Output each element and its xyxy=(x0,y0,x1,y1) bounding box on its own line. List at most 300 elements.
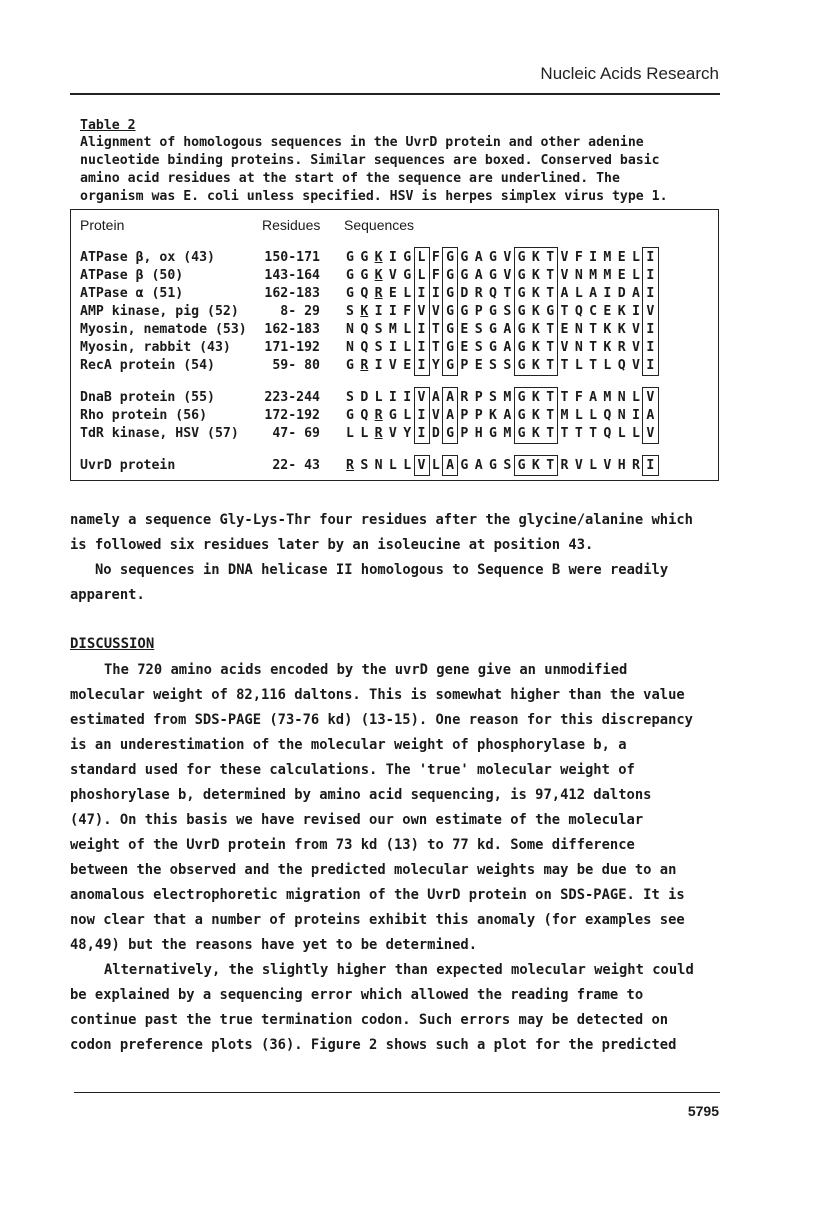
residue: T xyxy=(546,358,555,373)
residue: S xyxy=(503,458,512,473)
footer-rule xyxy=(74,1092,720,1093)
similarity-box xyxy=(442,455,458,476)
text-line: No sequences in DNA helicase II homologous to Sequence B were readily xyxy=(95,562,669,578)
residue: L xyxy=(603,358,612,373)
residue: S xyxy=(474,322,483,337)
residue: K xyxy=(531,304,540,319)
residue: G xyxy=(346,408,354,423)
text-line: (47). On this basis we have revised our own estimate of the molecular xyxy=(70,812,644,828)
residue: V xyxy=(388,426,397,441)
residue: G xyxy=(403,250,412,265)
residue: M xyxy=(388,322,397,337)
residue: T xyxy=(503,286,512,301)
residue: L xyxy=(431,458,440,473)
residue: P xyxy=(460,426,469,441)
residue: V xyxy=(388,358,397,373)
text-line: apparent. xyxy=(70,587,145,603)
residue: N xyxy=(617,408,626,423)
residue: V xyxy=(574,458,583,473)
residue: T xyxy=(546,286,555,301)
text-line: weight of the UvrD protein from 73 kd (13) to 77 kd. Some difference xyxy=(70,837,635,853)
residue: A xyxy=(431,390,440,405)
residue: A xyxy=(474,458,483,473)
residue: N xyxy=(374,458,383,473)
residue: K xyxy=(360,304,369,319)
similarity-box xyxy=(642,455,658,476)
residue: Q xyxy=(603,426,612,441)
residue: L xyxy=(589,408,598,423)
residue: G xyxy=(346,268,354,283)
residue: K xyxy=(603,322,612,337)
residue: P xyxy=(460,358,469,373)
similarity-box xyxy=(514,247,559,376)
residue: G xyxy=(489,250,497,265)
residue: S xyxy=(346,390,354,405)
residue: G xyxy=(446,426,455,441)
residue: T xyxy=(546,426,555,441)
residue: G xyxy=(489,426,497,441)
similarity-box xyxy=(442,247,458,376)
residue: E xyxy=(403,358,412,373)
residue: G xyxy=(546,304,555,319)
residue: K xyxy=(531,426,540,441)
residue: L xyxy=(417,250,426,265)
residue: L xyxy=(632,426,640,441)
residue: I xyxy=(403,390,412,405)
residue: T xyxy=(560,358,569,373)
residue: L xyxy=(417,268,426,283)
residue: V xyxy=(503,268,512,283)
row-residues: 172-192 xyxy=(264,408,320,423)
residue: R xyxy=(374,426,383,441)
residue: G xyxy=(517,426,526,441)
residue: V xyxy=(560,340,569,355)
residue: S xyxy=(489,390,497,405)
residue: T xyxy=(546,268,555,283)
residue: D xyxy=(360,390,369,405)
residue: R xyxy=(632,458,640,473)
residue: V xyxy=(603,458,612,473)
journal-name: Nucleic Acids Research xyxy=(540,64,719,83)
residue: G xyxy=(517,340,526,355)
row-residues: 150-171 xyxy=(264,250,320,265)
text-line: is followed six residues later by an isoleucine at position 43. xyxy=(70,537,594,553)
residue: A xyxy=(503,322,512,337)
residue: K xyxy=(374,268,383,283)
residue: E xyxy=(474,358,483,373)
residue: M xyxy=(589,268,598,283)
residue: A xyxy=(503,408,512,423)
residue: I xyxy=(646,322,655,337)
residue: A xyxy=(632,286,640,301)
col-header-sequences: Sequences xyxy=(344,217,415,233)
residue: S xyxy=(489,358,497,373)
residue: I xyxy=(374,304,383,319)
residue: P xyxy=(474,408,483,423)
residue: L xyxy=(403,340,412,355)
residue: V xyxy=(417,390,426,405)
residue: T xyxy=(560,426,569,441)
residue: I xyxy=(417,426,426,441)
residue: N xyxy=(346,322,354,337)
residue: T xyxy=(546,408,555,423)
residue: H xyxy=(617,458,626,473)
residue: G xyxy=(446,358,455,373)
residue: Q xyxy=(617,358,626,373)
row-protein: Rho protein (56) xyxy=(80,408,208,423)
similarity-box xyxy=(442,387,458,444)
residue: G xyxy=(489,340,497,355)
residue: M xyxy=(603,268,612,283)
similarity-box xyxy=(414,455,430,476)
residue: A xyxy=(446,458,455,473)
residue: N xyxy=(574,268,583,283)
row-protein: Myosin, nematode (53) xyxy=(80,322,247,337)
row-residues: 162-183 xyxy=(264,286,320,301)
residue: G xyxy=(346,358,354,373)
row-protein: RecA protein (54) xyxy=(80,358,215,373)
residue: L xyxy=(589,458,598,473)
residue: T xyxy=(589,340,598,355)
text-line: molecular weight of 82,116 daltons. This is somewhat higher than the value xyxy=(70,687,685,703)
text-line: codon preference plots (36). Figure 2 shows such a plot for the predicted xyxy=(70,1037,677,1053)
residue: R xyxy=(474,286,483,301)
residue: V xyxy=(388,268,397,283)
residue: G xyxy=(517,322,526,337)
residue: G xyxy=(460,268,469,283)
residue: K xyxy=(603,340,612,355)
residue: I xyxy=(388,304,397,319)
residue: K xyxy=(531,322,540,337)
residue: I xyxy=(417,322,426,337)
residue: F xyxy=(574,390,583,405)
residue: F xyxy=(431,268,440,283)
residue: G xyxy=(446,250,455,265)
residue: I xyxy=(646,268,655,283)
residue: T xyxy=(560,304,569,319)
row-protein: AMP kinase, pig (52) xyxy=(80,304,239,319)
residue: I xyxy=(646,458,655,473)
residue: Q xyxy=(360,286,369,301)
residue: V xyxy=(431,408,440,423)
text-line: now clear that a number of proteins exhibit this anomaly (for examples see xyxy=(70,912,685,928)
similarity-box xyxy=(642,387,658,444)
residue: A xyxy=(446,390,455,405)
residue: K xyxy=(489,408,497,423)
text-line: Alternatively, the slightly higher than expected molecular weight could xyxy=(104,962,694,978)
residue: C xyxy=(589,304,598,319)
residue: T xyxy=(546,250,555,265)
residue: K xyxy=(531,340,540,355)
row-residues: 162-183 xyxy=(264,322,320,337)
text-line: be explained by a sequencing error which allowed the reading frame to xyxy=(70,987,644,1003)
residue: L xyxy=(574,358,583,373)
row-residues: 22- 43 xyxy=(272,458,320,473)
residue: E xyxy=(560,322,569,337)
residue: I xyxy=(431,286,440,301)
row-residues: 47- 69 xyxy=(272,426,320,441)
residue: L xyxy=(617,426,626,441)
residue: G xyxy=(517,408,526,423)
residue: G xyxy=(403,268,412,283)
residue: V xyxy=(646,426,655,441)
residue: A xyxy=(646,408,655,423)
residue: G xyxy=(360,268,369,283)
residue: Q xyxy=(360,408,369,423)
residue: V xyxy=(503,250,512,265)
residue: T xyxy=(546,458,555,473)
caption-line: organism was E. coli unless specified. HSV is herpes simplex virus type 1. xyxy=(80,189,668,204)
text-line: estimated from SDS-PAGE (73-76 kd) (13-15). One reason for this discrepancy xyxy=(70,712,693,728)
residue: L xyxy=(574,408,583,423)
similarity-box xyxy=(642,247,658,376)
residue: N xyxy=(346,340,354,355)
residue: L xyxy=(403,408,412,423)
row-protein: ATPase α (51) xyxy=(80,286,184,301)
residue: T xyxy=(546,340,555,355)
residue: V xyxy=(632,322,640,337)
residue: G xyxy=(517,268,526,283)
residue: R xyxy=(617,340,626,355)
row-protein: Myosin, rabbit (43) xyxy=(80,340,231,355)
residue: I xyxy=(374,358,383,373)
residue: V xyxy=(417,458,426,473)
text-line: phoshorylase b, determined by amino acid sequencing, is 97,412 daltons xyxy=(70,787,652,803)
residue: A xyxy=(446,408,455,423)
residue: I xyxy=(646,250,655,265)
residue: V xyxy=(646,390,655,405)
row-protein: DnaB protein (55) xyxy=(80,390,215,405)
residue: K xyxy=(531,286,540,301)
residue: H xyxy=(474,426,483,441)
residue: K xyxy=(531,458,540,473)
residue: G xyxy=(388,408,397,423)
row-residues: 171-192 xyxy=(264,340,320,355)
residue: S xyxy=(503,304,512,319)
row-protein: TdR kinase, HSV (57) xyxy=(80,426,239,441)
caption-line: nucleotide binding proteins. Similar sequences are boxed. Conserved basic xyxy=(80,153,660,168)
residue: D xyxy=(431,426,440,441)
residue: G xyxy=(517,358,526,373)
residue: M xyxy=(503,390,512,405)
residue: G xyxy=(489,268,497,283)
residue: R xyxy=(346,458,354,473)
residue: S xyxy=(374,322,383,337)
residue: A xyxy=(560,286,569,301)
residue: A xyxy=(503,340,512,355)
residue: R xyxy=(360,358,369,373)
text-line: anomalous electrophoretic migration of the UvrD protein on SDS-PAGE. It is xyxy=(70,887,685,903)
residue: F xyxy=(574,250,583,265)
residue: E xyxy=(460,340,469,355)
residue: R xyxy=(560,458,569,473)
residue: T xyxy=(589,322,598,337)
residue: G xyxy=(446,286,455,301)
residue: Q xyxy=(603,408,612,423)
residue: E xyxy=(603,304,612,319)
residue: G xyxy=(460,458,469,473)
col-header-protein: Protein xyxy=(80,217,125,233)
residue: E xyxy=(617,250,626,265)
residue: I xyxy=(646,286,655,301)
row-residues: 223-244 xyxy=(264,390,320,405)
residue: G xyxy=(446,322,455,337)
residue: P xyxy=(474,390,483,405)
row-residues: 143-164 xyxy=(264,268,320,283)
text-line: The 720 amino acids encoded by the uvrD gene give an unmodified xyxy=(104,662,628,678)
similarity-box xyxy=(514,387,559,444)
residue: K xyxy=(617,322,626,337)
residue: G xyxy=(489,322,497,337)
residue: Y xyxy=(403,426,412,441)
residue: F xyxy=(403,304,412,319)
residue: T xyxy=(574,426,583,441)
residue: K xyxy=(531,408,540,423)
residue: L xyxy=(574,286,583,301)
residue: S xyxy=(346,304,354,319)
residue: Q xyxy=(489,286,497,301)
residue: G xyxy=(460,250,469,265)
text-line: standard used for these calculations. The 'true' molecular weight of xyxy=(70,762,635,778)
residue: G xyxy=(489,304,497,319)
text-line: namely a sequence Gly-Lys-Thr four residues after the glycine/alanine which xyxy=(70,512,693,528)
residue: T xyxy=(560,390,569,405)
residue: I xyxy=(417,286,426,301)
residue: G xyxy=(446,268,455,283)
residue: S xyxy=(360,458,369,473)
residue: I xyxy=(632,408,640,423)
residue: A xyxy=(589,390,598,405)
residue: V xyxy=(646,304,655,319)
residue: N xyxy=(617,390,626,405)
residue: T xyxy=(546,390,555,405)
residue: M xyxy=(560,408,569,423)
residue: G xyxy=(489,458,497,473)
residue: V xyxy=(417,304,426,319)
residue: L xyxy=(403,322,412,337)
residue: E xyxy=(617,268,626,283)
residue: S xyxy=(374,340,383,355)
residue: I xyxy=(417,340,426,355)
residue: L xyxy=(374,390,383,405)
residue: A xyxy=(589,286,598,301)
residue: G xyxy=(346,250,354,265)
residue: L xyxy=(388,458,397,473)
text-line: 48,49) but the reasons have yet to be determined. xyxy=(70,937,478,953)
residue: K xyxy=(374,250,383,265)
row-protein: ATPase β (50) xyxy=(80,268,184,283)
text-line: continue past the true termination codon. Such errors may be detected on xyxy=(70,1012,669,1028)
residue: T xyxy=(589,426,598,441)
residue: L xyxy=(403,286,412,301)
residue: L xyxy=(346,426,354,441)
residue: A xyxy=(474,250,483,265)
text-line: is an underestimation of the molecular weight of phosphorylase b, a xyxy=(70,737,627,753)
residue: K xyxy=(617,304,626,319)
col-header-residues: Residues xyxy=(262,217,321,233)
residue: G xyxy=(517,250,526,265)
residue: T xyxy=(431,340,440,355)
residue: Q xyxy=(574,304,583,319)
residue: I xyxy=(603,286,612,301)
residue: I xyxy=(646,358,655,373)
residue: I xyxy=(417,408,426,423)
residue: G xyxy=(346,286,354,301)
residue: P xyxy=(460,408,469,423)
residue: K xyxy=(531,358,540,373)
residue: E xyxy=(460,322,469,337)
residue: I xyxy=(388,250,397,265)
residue: A xyxy=(474,268,483,283)
residue: K xyxy=(531,268,540,283)
residue: I xyxy=(388,340,397,355)
residue: V xyxy=(431,304,440,319)
residue: G xyxy=(460,304,469,319)
residue: K xyxy=(531,390,540,405)
residue: N xyxy=(574,340,583,355)
residue: L xyxy=(632,268,640,283)
table-caption xyxy=(80,134,710,206)
residue: V xyxy=(560,250,569,265)
residue: K xyxy=(531,250,540,265)
residue: I xyxy=(646,340,655,355)
residue: S xyxy=(503,358,512,373)
residue: G xyxy=(517,304,526,319)
residue: G xyxy=(446,304,455,319)
residue: V xyxy=(632,340,640,355)
residue: L xyxy=(403,458,412,473)
residue: G xyxy=(517,390,526,405)
residue: Q xyxy=(360,340,369,355)
similarity-box xyxy=(514,455,559,476)
residue: G xyxy=(517,458,526,473)
residue: D xyxy=(460,286,469,301)
residue: I xyxy=(589,250,598,265)
residue: V xyxy=(560,268,569,283)
residue: M xyxy=(603,390,612,405)
text-line: between the observed and the predicted molecular weights may be due to an xyxy=(70,862,677,878)
residue: R xyxy=(460,390,469,405)
residue: T xyxy=(431,322,440,337)
residue: S xyxy=(474,340,483,355)
page-number: 5795 xyxy=(687,1103,719,1119)
residue: F xyxy=(431,250,440,265)
residue: V xyxy=(632,358,640,373)
residue: I xyxy=(388,390,397,405)
similarity-box xyxy=(414,387,430,444)
residue: L xyxy=(632,250,640,265)
row-protein: UvrD protein xyxy=(80,458,176,473)
residue: D xyxy=(617,286,626,301)
row-residues: 59- 80 xyxy=(272,358,320,373)
residue: Q xyxy=(360,322,369,337)
residue: G xyxy=(446,340,455,355)
residue: R xyxy=(374,286,383,301)
residue: G xyxy=(517,286,526,301)
table-title: Table 2 xyxy=(80,118,136,133)
residue: M xyxy=(503,426,512,441)
similarity-box xyxy=(414,247,430,376)
caption-line: amino acid residues at the start of the sequence are underlined. The xyxy=(80,171,620,186)
residue: E xyxy=(388,286,397,301)
section-heading: DISCUSSION xyxy=(70,636,155,652)
residue: N xyxy=(574,322,583,337)
residue: G xyxy=(360,250,369,265)
residue: R xyxy=(374,408,383,423)
residue: I xyxy=(632,304,640,319)
residue: Y xyxy=(431,358,440,373)
residue: L xyxy=(360,426,369,441)
